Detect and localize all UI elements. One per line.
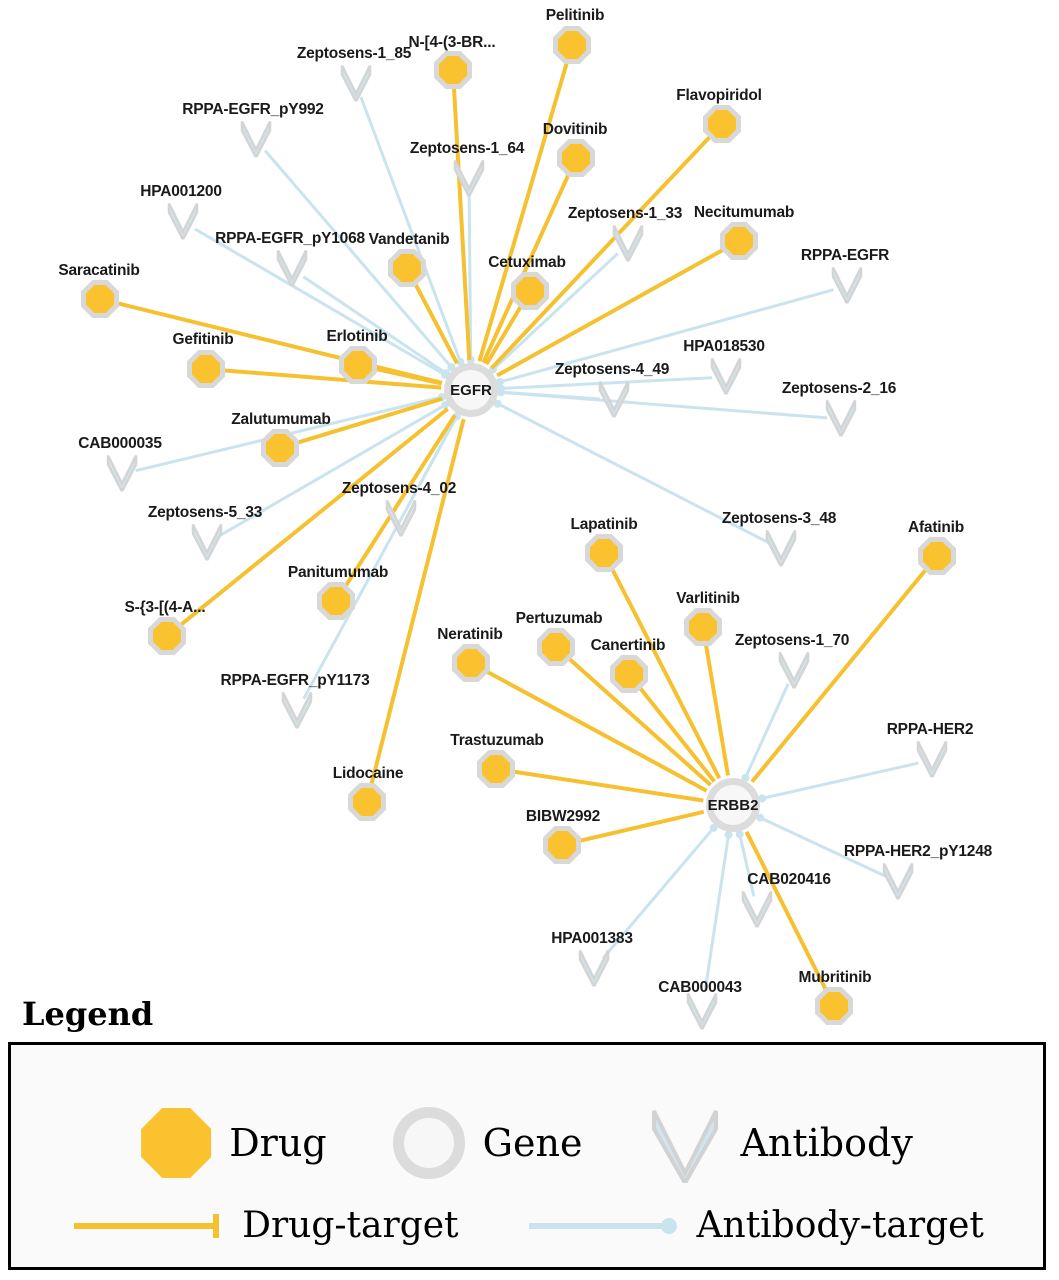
antibody-node[interactable] <box>824 397 858 442</box>
antibody-chevron-icon <box>239 118 273 158</box>
antibody-chevron-icon <box>452 157 486 197</box>
drug-node-label: Saracatinib <box>58 262 140 279</box>
drug-octagon-icon <box>86 285 114 313</box>
antibody-node-label: HPA001383 <box>551 930 633 947</box>
drug-node[interactable] <box>511 272 549 310</box>
drug-octagon-icon <box>322 587 350 615</box>
antibody-node[interactable] <box>166 200 200 245</box>
drug-node-label: BIBW2992 <box>525 808 601 825</box>
drug-node-halo <box>684 608 722 646</box>
legend-gene <box>393 1107 583 1179</box>
antibody-node[interactable] <box>452 157 486 202</box>
drug-node[interactable] <box>543 826 581 864</box>
antibody-node[interactable] <box>881 860 915 905</box>
drug-node-label: Zalutumumab <box>231 411 331 428</box>
edge-antibody-target <box>304 416 457 698</box>
drug-node-label: Neratinib <box>437 626 503 643</box>
edge-endpoint-dot <box>497 388 505 396</box>
gene-circle-icon <box>706 778 760 832</box>
legend-title: Legend <box>22 995 154 1033</box>
edge-antibody-target <box>501 392 827 418</box>
legend-drug-target-label: Drug-target <box>242 1205 459 1246</box>
drug-node-halo <box>452 644 490 682</box>
antibody-chevron-icon <box>830 264 864 304</box>
antibody-node-label: HPA001200 <box>140 183 222 200</box>
antibody-chevron-icon <box>915 738 949 778</box>
drug-node-halo <box>388 249 426 287</box>
drug-node-halo <box>348 783 386 821</box>
drug-target-edge-icon <box>70 1211 230 1241</box>
drug-node-label: Lidocaine <box>332 765 404 782</box>
drug-octagon-icon <box>153 622 181 650</box>
antibody-node[interactable] <box>239 118 273 163</box>
drug-node-label: Erlotinib <box>326 328 388 345</box>
drug-octagon-icon <box>689 613 717 641</box>
drug-node[interactable] <box>317 582 355 620</box>
drug-node[interactable] <box>477 750 515 788</box>
antibody-node[interactable] <box>190 521 224 566</box>
drug-node[interactable] <box>557 139 595 177</box>
drug-node-label: Pertuzumab <box>515 610 603 627</box>
antibody-node-label: RPPA-HER2_pY1248 <box>843 843 993 860</box>
antibody-chevron-icon <box>166 200 200 240</box>
drug-node-label: Trastuzumab <box>450 732 544 749</box>
edge-drug-target <box>454 86 469 360</box>
antibody-node[interactable] <box>764 527 798 572</box>
drug-octagon-icon <box>141 1108 211 1178</box>
drug-node-halo <box>557 139 595 177</box>
antibody-node[interactable] <box>740 888 774 933</box>
drug-node-halo <box>585 534 623 572</box>
antibody-node[interactable] <box>384 497 418 542</box>
drug-node-halo <box>553 26 591 64</box>
drug-node-label: N-[4-(3-BR... <box>408 34 496 51</box>
drug-node-label: Gefitinib <box>172 331 234 348</box>
antibody-node-label: Zeptosens-4_49 <box>554 361 670 378</box>
drug-node-label: Mubritinib <box>798 969 872 986</box>
gene-circle-icon <box>393 1107 465 1179</box>
antibody-chevron-icon <box>824 397 858 437</box>
drug-node-halo <box>918 537 956 575</box>
antibody-chevron-icon <box>275 247 309 287</box>
antibody-chevron-icon <box>764 527 798 567</box>
legend-box <box>8 1042 1046 1270</box>
drug-octagon-icon <box>562 144 590 172</box>
drug-node-halo <box>81 280 119 318</box>
antibody-node[interactable] <box>709 355 743 400</box>
drug-node-halo <box>261 429 299 467</box>
drug-node[interactable] <box>81 280 119 318</box>
gene-circle-icon <box>444 363 498 417</box>
drug-node[interactable] <box>537 628 575 666</box>
drug-node-halo <box>317 582 355 620</box>
drug-octagon-icon <box>820 992 848 1020</box>
drug-octagon-icon <box>725 227 753 255</box>
drug-node[interactable] <box>434 51 472 89</box>
drug-node[interactable] <box>388 249 426 287</box>
drug-octagon-icon <box>393 254 421 282</box>
drug-node-halo <box>610 655 648 693</box>
drug-node-halo <box>703 105 741 143</box>
antibody-chevron-icon <box>597 378 631 418</box>
drug-octagon-icon <box>590 539 618 567</box>
edge-antibody-target <box>361 97 461 362</box>
drug-node-label: Cetuximab <box>488 254 566 271</box>
antibody-node[interactable] <box>915 738 949 783</box>
drug-node-label: Vandetanib <box>368 231 450 248</box>
drug-node-label: Flavopiridol <box>676 87 762 104</box>
drug-node[interactable] <box>148 617 186 655</box>
antibody-target-edge-icon <box>525 1211 685 1241</box>
antibody-node-label: RPPA-EGFR_pY1068 <box>215 230 365 247</box>
antibody-node-label: RPPA-HER2 <box>886 721 974 738</box>
antibody-chevron-icon <box>611 222 645 262</box>
drug-node[interactable] <box>684 608 722 646</box>
antibody-node-label: RPPA-EGFR_pY992 <box>182 101 324 118</box>
drug-node[interactable] <box>452 644 490 682</box>
drug-node-label: Dovitinib <box>542 121 608 138</box>
antibody-node-label: Zeptosens-4_02 <box>341 480 457 497</box>
drug-node-label: Canertinib <box>590 637 666 654</box>
gene-node-egfr[interactable] <box>444 363 498 417</box>
antibody-chevron-icon <box>190 521 224 561</box>
antibody-node[interactable] <box>777 649 811 694</box>
drug-node-halo <box>543 826 581 864</box>
antibody-node-label: RPPA-EGFR_pY1173 <box>220 672 370 689</box>
legend-drug <box>141 1108 326 1178</box>
antibody-node-label: Zeptosens-3_48 <box>721 510 837 527</box>
drug-octagon-icon <box>482 755 510 783</box>
legend-gene-label: Gene <box>482 1121 583 1165</box>
drug-octagon-icon <box>192 355 220 383</box>
antibody-node-label: Zeptosens-1_85 <box>296 45 412 62</box>
edge-antibody-target <box>704 835 728 990</box>
antibody-node[interactable] <box>577 947 611 992</box>
drug-node-label: S-{3-[(4-A... <box>124 599 206 616</box>
antibody-node-label: Zeptosens-1_70 <box>734 632 850 649</box>
drug-octagon-icon <box>615 660 643 688</box>
drug-node[interactable] <box>553 26 591 64</box>
drug-node[interactable] <box>918 537 956 575</box>
drug-node-label: Panitumumab <box>287 564 389 581</box>
antibody-chevron-icon <box>339 62 373 102</box>
antibody-node-label: RPPA-EGFR <box>800 247 890 264</box>
drug-node-halo <box>187 350 225 388</box>
antibody-chevron-icon <box>648 1103 722 1183</box>
edge-drug-target <box>639 687 714 782</box>
antibody-node[interactable] <box>275 247 309 292</box>
drug-octagon-icon <box>558 31 586 59</box>
antibody-node-label: HPA018530 <box>683 338 765 355</box>
antibody-node-label: CAB000043 <box>658 979 742 996</box>
drug-node-halo <box>434 51 472 89</box>
antibody-node-label: Zeptosens-1_64 <box>409 140 525 157</box>
drug-node-label: Varlitinib <box>676 590 740 607</box>
drug-node[interactable] <box>187 350 225 388</box>
legend-antibody <box>648 1103 912 1183</box>
drug-octagon-icon <box>439 56 467 84</box>
drug-node-label: Pelitinib <box>545 7 605 24</box>
drug-octagon-icon <box>457 649 485 677</box>
drug-node[interactable] <box>585 534 623 572</box>
edge-antibody-target <box>762 763 918 798</box>
drug-node[interactable] <box>339 346 377 384</box>
drug-node-halo <box>477 750 515 788</box>
drug-node-halo <box>815 987 853 1025</box>
antibody-node[interactable] <box>339 62 373 107</box>
drug-octagon-icon <box>542 633 570 661</box>
drug-node-label: Lapatinib <box>570 516 638 533</box>
antibody-node-label: CAB000035 <box>78 435 162 452</box>
gene-node-label: EGFR <box>450 381 492 399</box>
antibody-node[interactable] <box>597 378 631 423</box>
legend-drug-label: Drug <box>229 1121 327 1165</box>
drug-node[interactable] <box>703 105 741 143</box>
drug-node[interactable] <box>720 222 758 260</box>
drug-octagon-icon <box>516 277 544 305</box>
gene-node-label: ERBB2 <box>707 796 759 814</box>
antibody-node[interactable] <box>105 452 139 497</box>
drug-node-halo <box>511 272 549 310</box>
antibody-chevron-icon <box>709 355 743 395</box>
antibody-node[interactable] <box>830 264 864 309</box>
antibody-node-label: Zeptosens-2_16 <box>781 380 897 397</box>
drug-octagon-icon <box>266 434 294 462</box>
antibody-chevron-icon <box>105 452 139 492</box>
antibody-node-label: Zeptosens-5_33 <box>147 504 263 521</box>
drug-octagon-icon <box>344 351 372 379</box>
drug-node[interactable] <box>610 655 648 693</box>
drug-node[interactable] <box>261 429 299 467</box>
drug-octagon-icon <box>353 788 381 816</box>
legend-drug-target-edge <box>70 1205 458 1246</box>
drug-node-halo <box>148 617 186 655</box>
antibody-node[interactable] <box>280 689 314 734</box>
antibody-chevron-icon <box>740 888 774 928</box>
antibody-node[interactable] <box>611 222 645 267</box>
legend-antibody-target-edge <box>525 1205 984 1246</box>
drug-octagon-icon <box>923 542 951 570</box>
antibody-chevron-icon <box>881 860 915 900</box>
drug-node-halo <box>339 346 377 384</box>
antibody-node-label: Zeptosens-1_33 <box>567 205 683 222</box>
drug-node-halo <box>537 628 575 666</box>
antibody-chevron-icon <box>280 689 314 729</box>
drug-octagon-icon <box>708 110 736 138</box>
antibody-chevron-icon <box>577 947 611 987</box>
edge-drug-target <box>512 771 704 800</box>
drug-node[interactable] <box>348 783 386 821</box>
antibody-chevron-icon <box>384 497 418 537</box>
legend-antibody-label: Antibody <box>740 1121 913 1165</box>
drug-node-label: Necitumumab <box>693 204 795 221</box>
antibody-chevron-icon <box>777 649 811 689</box>
legend-antibody-target-label: Antibody-target <box>696 1205 984 1246</box>
drug-node-label: Afatinib <box>907 519 965 536</box>
drug-node[interactable] <box>815 987 853 1025</box>
gene-node-erbb2[interactable] <box>706 778 760 832</box>
antibody-node-label: CAB020416 <box>747 871 831 888</box>
drug-octagon-icon <box>548 831 576 859</box>
drug-node-halo <box>720 222 758 260</box>
